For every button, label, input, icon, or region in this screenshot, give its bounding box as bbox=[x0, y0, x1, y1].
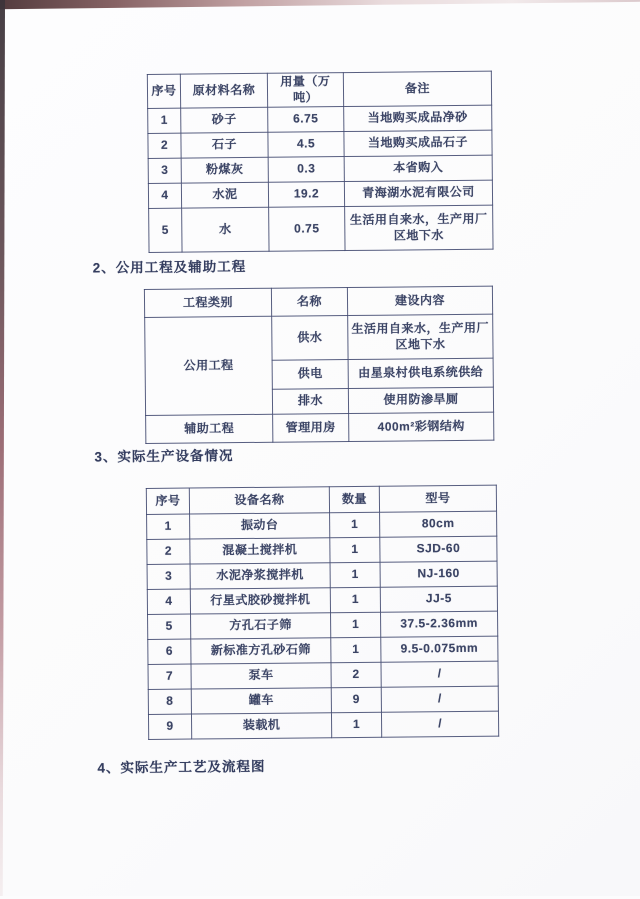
table-cell: 0.3 bbox=[268, 157, 344, 183]
table-cell: 装载机 bbox=[191, 713, 331, 739]
table-cell: 粉煤灰 bbox=[181, 157, 268, 183]
table-row bbox=[148, 711, 498, 739]
table-cell: 泵车 bbox=[191, 663, 331, 689]
table-row bbox=[149, 205, 493, 252]
table-cell: 400m²彩钢结构 bbox=[349, 412, 494, 441]
table-cell: 供电 bbox=[272, 360, 348, 390]
table-row bbox=[145, 314, 493, 361]
table-cell: 1 bbox=[331, 612, 381, 637]
table-cell: 2 bbox=[331, 662, 381, 687]
table-cell: / bbox=[381, 661, 498, 687]
table-cell: 罐车 bbox=[191, 688, 331, 714]
table-row bbox=[147, 586, 497, 614]
table-cell: 本省购入 bbox=[344, 155, 492, 181]
table-row bbox=[147, 511, 497, 539]
table-cell: 0.75 bbox=[269, 207, 345, 252]
table-cell: 3 bbox=[148, 158, 181, 183]
table-cell: 1 bbox=[148, 108, 181, 133]
table-cell: 9 bbox=[331, 687, 381, 712]
table-header-row bbox=[147, 71, 491, 108]
column-header: 型号 bbox=[379, 485, 496, 512]
column-header: 序号 bbox=[147, 74, 180, 109]
table-cell: 1 bbox=[330, 537, 380, 562]
table-row bbox=[148, 105, 492, 133]
table-cell: 5 bbox=[149, 208, 182, 252]
table-row bbox=[148, 155, 492, 183]
column-header: 工程类别 bbox=[144, 288, 271, 317]
table-cell: 1 bbox=[330, 587, 380, 612]
table-cell: 5 bbox=[148, 614, 191, 639]
table-cell: 1 bbox=[331, 712, 381, 737]
table-cell: 水泥净浆搅拌机 bbox=[190, 563, 330, 589]
table-row bbox=[147, 561, 497, 589]
table-cell: 4 bbox=[147, 589, 190, 614]
table-cell: 7 bbox=[148, 664, 191, 689]
table-cell: 6.75 bbox=[268, 107, 344, 133]
table-cell: NJ-160 bbox=[380, 561, 497, 587]
table-row bbox=[148, 130, 492, 158]
table-row bbox=[148, 611, 498, 639]
table-cell: 1 bbox=[331, 637, 381, 662]
utility-engineering-table bbox=[144, 286, 494, 444]
table-cell: 80cm bbox=[380, 511, 497, 537]
table-cell: 使用防渗旱厕 bbox=[348, 387, 493, 413]
section-heading-production-equipment: 3、实际生产设备情况 bbox=[94, 448, 234, 465]
table-cell: 水泥 bbox=[181, 182, 268, 208]
table-row bbox=[148, 661, 498, 689]
table-cell: 生活用自来水，生产用厂区地下水 bbox=[348, 314, 493, 359]
table-cell: 8 bbox=[148, 689, 191, 714]
table-cell: SJD-60 bbox=[380, 536, 497, 562]
table-cell: 混凝土搅拌机 bbox=[190, 538, 330, 564]
table-cell: 19.2 bbox=[268, 182, 344, 208]
column-header: 备注 bbox=[343, 71, 491, 107]
table-cell: 石子 bbox=[181, 132, 268, 158]
table-cell: 4.5 bbox=[268, 132, 344, 158]
table-cell: / bbox=[381, 686, 498, 712]
table-cell: 9 bbox=[148, 714, 191, 739]
table-header-row bbox=[146, 485, 496, 514]
column-header: 用量（万吨） bbox=[267, 73, 343, 108]
table-cell: 行星式胶砂搅拌机 bbox=[190, 588, 330, 614]
table-cell: 供水 bbox=[272, 316, 348, 361]
table-cell: 公用工程 bbox=[145, 316, 273, 415]
table-cell: 排水 bbox=[272, 389, 348, 415]
table-row bbox=[148, 686, 498, 714]
production-equipment-table bbox=[146, 485, 499, 740]
table-cell: 水 bbox=[182, 207, 269, 252]
table-cell: 当地购买成品净砂 bbox=[344, 105, 492, 131]
table-cell: 振动台 bbox=[190, 513, 330, 539]
table-cell: 新标准方孔砂石筛 bbox=[191, 638, 331, 664]
table-cell: 青海湖水泥有限公司 bbox=[344, 180, 492, 206]
table-cell: / bbox=[381, 711, 498, 737]
table-cell: JJ-5 bbox=[380, 586, 497, 612]
table-row bbox=[147, 536, 497, 564]
table-cell: 1 bbox=[330, 562, 380, 587]
table-cell: 1 bbox=[330, 512, 380, 537]
table-header-row bbox=[144, 286, 492, 317]
section-heading-utility-works: 2、公用工程及辅助工程 bbox=[92, 259, 247, 276]
column-header: 名称 bbox=[271, 288, 347, 317]
table-cell: 砂子 bbox=[181, 107, 268, 133]
column-header: 序号 bbox=[146, 488, 189, 514]
table-row bbox=[148, 180, 492, 208]
table-cell: 1 bbox=[147, 514, 190, 539]
section-heading-process-flowchart: 4、实际生产工艺及流程图 bbox=[97, 758, 266, 776]
column-header: 建设内容 bbox=[347, 286, 492, 315]
table-cell: 2 bbox=[147, 539, 190, 564]
table-cell: 辅助工程 bbox=[146, 414, 273, 443]
column-header: 设备名称 bbox=[189, 487, 329, 514]
table-cell: 3 bbox=[147, 564, 190, 589]
table-cell: 方孔石子筛 bbox=[191, 613, 331, 639]
table-row bbox=[146, 412, 494, 443]
table-cell: 6 bbox=[148, 639, 191, 664]
table-cell: 9.5-0.075mm bbox=[381, 636, 498, 662]
table-cell: 管理用房 bbox=[273, 414, 349, 443]
table-cell: 2 bbox=[148, 133, 181, 158]
column-header: 数量 bbox=[329, 486, 379, 512]
table-cell: 当地购买成品石子 bbox=[344, 130, 492, 156]
table-row bbox=[148, 636, 498, 664]
table-cell: 生活用自来水，生产用厂区地下水 bbox=[345, 205, 493, 250]
table-cell: 由星泉村供电系统供给 bbox=[348, 358, 493, 388]
raw-materials-table bbox=[147, 71, 494, 253]
table-cell: 37.5-2.36mm bbox=[381, 611, 498, 637]
column-header: 原材料名称 bbox=[180, 73, 267, 108]
table-cell: 4 bbox=[148, 183, 181, 208]
